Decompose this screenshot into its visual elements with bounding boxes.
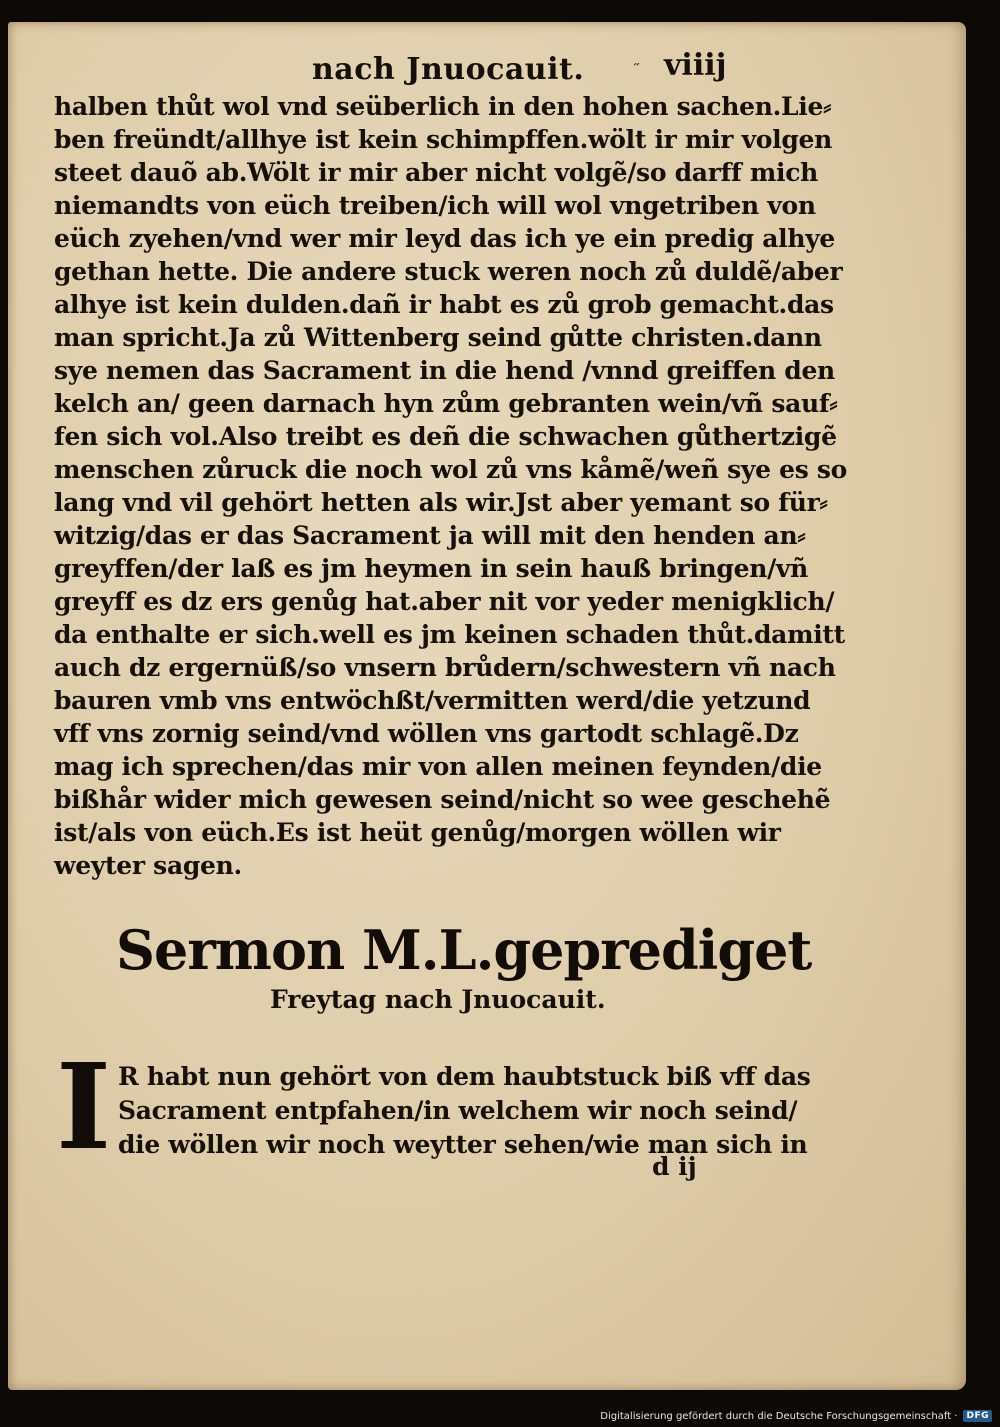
text-line: man spricht.Ja zů Wittenberg seind gůtte christen.dann — [54, 323, 822, 352]
text-line: gethan hette. Die andere stuck weren noch zů duldẽ/aber — [54, 257, 843, 286]
text-line: niemandts von eüch treiben/ich will wol vngetriben von — [54, 191, 816, 220]
text-line: fen sich vol.Also treibt es deñ die schwachen gůthertzigẽ — [54, 422, 837, 451]
text-line: weyter sagen. — [54, 851, 242, 880]
text-line: kelch an/ geen darnach hyn zům gebranten wein/vñ sauf⸗ — [54, 389, 838, 418]
text-line: steet dauõ ab.Wölt ir mir aber nicht volgẽ/so darff mich — [54, 158, 819, 187]
text-line: greyffen/der laß es jm heymen in sein hauß bringen/vñ — [54, 554, 808, 583]
text-line: menschen zůruck die noch wol zů vns kåmẽ/weñ sye es so — [54, 455, 848, 484]
text-line: eüch zyehen/vnd wer mir leyd das ich ye ein predig alhye — [54, 224, 836, 253]
section-heading: Sermon M.L.geprediget — [116, 918, 812, 982]
body-text — [54, 90, 848, 882]
footer-credit — [600, 1407, 992, 1425]
section-text — [118, 1060, 811, 1162]
section-subheading: Freytag nach Jnuocauit. — [270, 985, 606, 1014]
text-line: greyff es dz ers genůg hat.aber nit vor yeder menigklich/ — [54, 587, 835, 616]
folio-mark: ˶ — [634, 52, 640, 71]
text-line: R habt nun gehört von dem haubtstuck biß vff das — [118, 1062, 811, 1091]
text-line: da enthalte er sich.well es jm keinen schaden thůt.damitt — [54, 620, 845, 649]
signature-mark: d ij — [652, 1152, 697, 1181]
drop-initial: I — [56, 1037, 112, 1176]
text-line: Sacrament entpfahen/in welchem wir noch seind/ — [118, 1096, 798, 1125]
dfg-logo: DFG — [963, 1410, 992, 1422]
text-line: ist/als von eüch.Es ist heüt genůg/morgen wöllen wir — [54, 818, 781, 847]
running-head: nach Jnuocauit. — [312, 52, 585, 87]
text-line: bißhår wider mich gewesen seind/nicht so wee geschehẽ — [54, 785, 831, 814]
text-line: witzig/das er das Sacrament ja will mit den henden an⸗ — [54, 521, 806, 550]
text-line: halben thůt wol vnd seüberlich in den hohen sachen.Lie⸗ — [54, 92, 832, 121]
text-line: auch dz ergernüß/so vnsern brůdern/schwestern vñ nach — [54, 653, 836, 682]
folio-number: viiij — [664, 48, 727, 83]
text-line: ben freündt/allhye ist kein schimpffen.wölt ir mir volgen — [54, 125, 833, 154]
text-line: alhye ist kein dulden.dañ ir habt es zů grob gemacht.das — [54, 290, 834, 319]
text-line: lang vnd vil gehört hetten als wir.Jst aber yemant so für⸗ — [54, 488, 828, 517]
text-line: vff vns zornig seind/vnd wöllen vns gartodt schlagẽ.Dz — [54, 719, 799, 748]
text-line: bauren vmb vns entwöchßt/vermitten werd/die yetzund — [54, 686, 811, 715]
text-line: die wöllen wir noch weytter sehen/wie man sich in — [118, 1130, 808, 1159]
text-line: sye nemen das Sacrament in die hend /vnnd greiffen den — [54, 356, 835, 385]
footer-text: Digitalisierung gefördert durch die Deutsche Forschungsgemeinschaft · — [600, 1410, 958, 1422]
text-line: mag ich sprechen/das mir von allen meinen feynden/die — [54, 752, 822, 781]
